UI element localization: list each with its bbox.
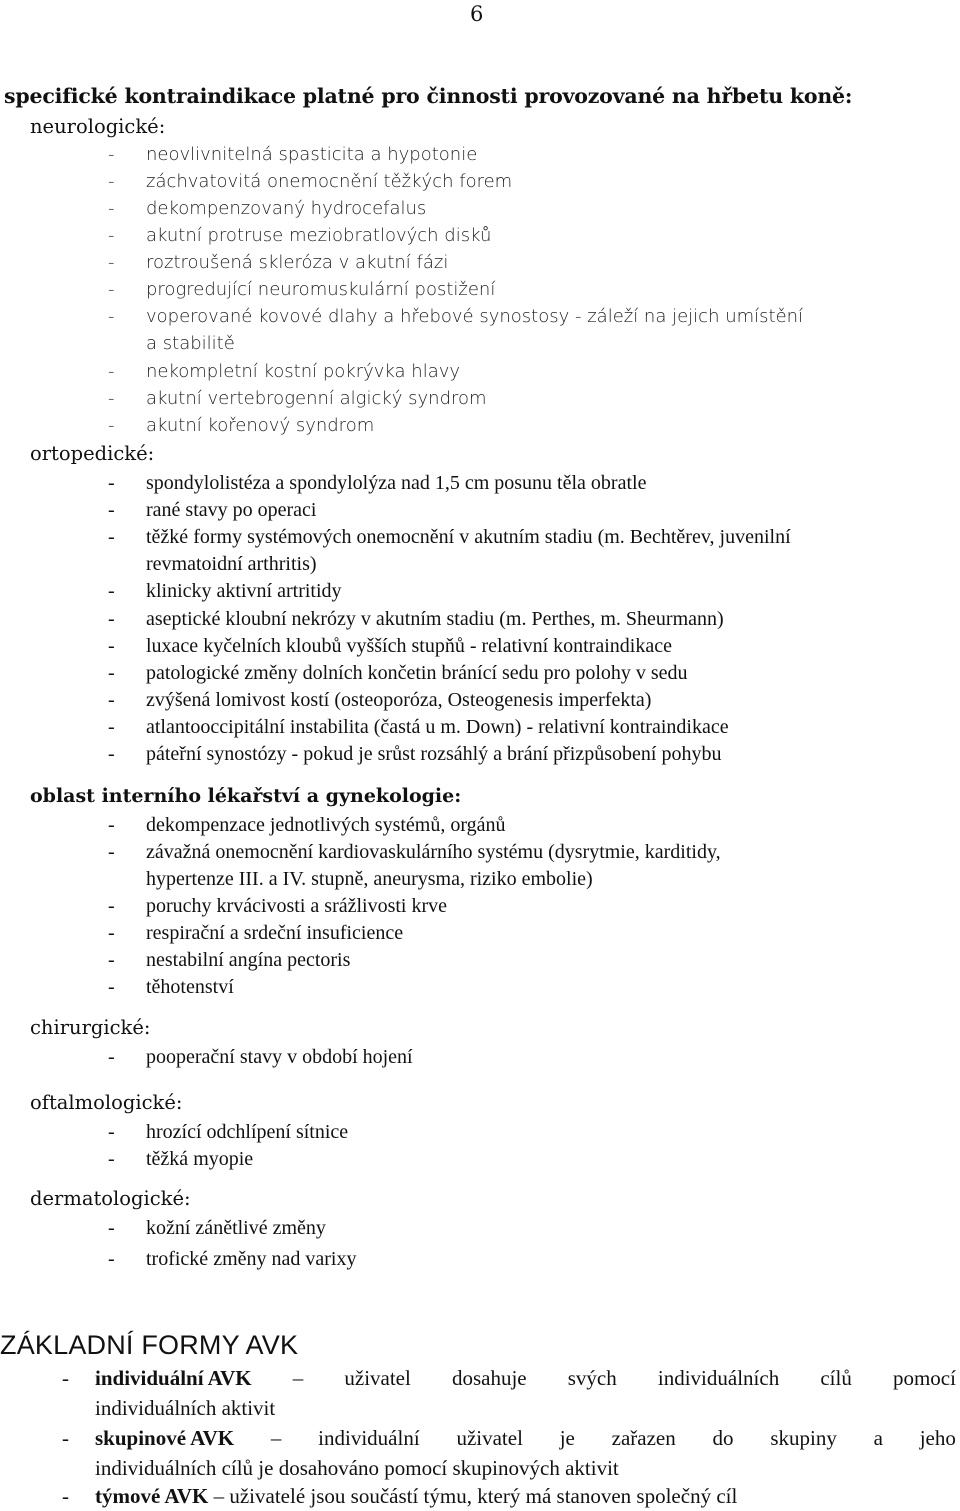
main-heading: specifické kontraindikace platné pro činnosti provozované na hřbetu koně: <box>4 84 853 108</box>
bullet-dash: - <box>108 499 115 521</box>
list-item-text: roztroušená skleróza v akutní fázi <box>146 252 449 273</box>
list-item-text: akutní vertebrogenní algický syndrom <box>146 388 487 409</box>
form-word: cílů <box>820 1366 852 1390</box>
bullet-dash: - <box>62 1484 69 1508</box>
surgical-heading: chirurgické: <box>30 1016 151 1039</box>
bullet-dash: - <box>108 895 115 917</box>
section-heading: ZÁKLADNÍ FORMY AVK <box>0 1330 299 1360</box>
list-item-text: dekompenzace jednotlivých systémů, orgánů <box>146 814 506 836</box>
form-word: individuálních <box>657 1366 780 1390</box>
derma-heading: dermatologické: <box>30 1187 191 1210</box>
bullet-dash: - <box>108 306 115 327</box>
bullet-dash: - <box>108 635 115 657</box>
list-item-text: nestabilní angína pectoris <box>146 949 351 971</box>
bullet-dash: - <box>108 472 115 494</box>
form-line <box>95 1426 956 1451</box>
list-item-text: neovlivnitelná spasticita a hypotonie <box>146 144 478 165</box>
list-item-text: progredující neuromuskulární postižení <box>146 279 496 300</box>
bullet-dash: - <box>108 171 115 192</box>
form-dash: – <box>213 1484 225 1508</box>
form-line-cont: individuálních cílů je dosahováno pomocí skupinových aktivit <box>95 1456 619 1480</box>
bullet-dash: - <box>62 1426 69 1450</box>
form-line <box>95 1484 956 1509</box>
bullet-dash: - <box>108 526 115 548</box>
form-word: uživatel <box>344 1366 411 1390</box>
list-item-continuation: revmatoidní arthritis) <box>146 553 317 575</box>
bullet-dash: - <box>108 689 115 711</box>
form-line-cont: individuálních aktivit <box>95 1396 276 1420</box>
list-item-text: trofické změny nad varixy <box>146 1248 357 1270</box>
form-line <box>95 1366 956 1391</box>
ortho-heading: ortopedické: <box>30 442 155 465</box>
bullet-dash: - <box>108 144 115 165</box>
form-word: svých <box>567 1366 617 1390</box>
list-item-text: luxace kyčelních kloubů vyšších stupňů - relativní kontraindikace <box>146 635 672 657</box>
form-dash: – <box>270 1426 282 1450</box>
bullet-dash: - <box>108 1046 115 1068</box>
list-item-text: poruchy krvácivosti a srážlivosti krve <box>146 895 448 917</box>
list-item-continuation: a stabilitě <box>146 333 235 354</box>
form-word: a <box>873 1426 883 1450</box>
bullet-dash: - <box>108 662 115 684</box>
list-item-continuation: hypertenze III. a IV. stupně, aneurysma, riziko embolie) <box>146 868 593 890</box>
list-item-text: aseptické kloubní nekrózy v akutním stadiu (m. Perthes, m. Sheurmann) <box>146 608 724 630</box>
ophthal-heading: oftalmologické: <box>30 1091 183 1114</box>
bullet-dash: - <box>108 716 115 738</box>
list-item-text: páteřní synostózy - pokud je srůst rozsáhlý a brání přizpůsobení pohybu <box>146 743 722 765</box>
list-item-text: kožní zánětlivé změny <box>146 1217 326 1239</box>
bullet-dash: - <box>108 608 115 630</box>
list-item-text: zvýšená lomivost kostí (osteoporóza, Osteogenesis imperfekta) <box>146 689 652 711</box>
list-item-text: těžké formy systémových onemocnění v akutním stadiu (m. Bechtěrev, juvenilní <box>146 526 791 548</box>
list-item-text: akutní kořenový syndrom <box>146 415 375 436</box>
list-item-text: záchvatovitá onemocnění těžkých forem <box>146 171 513 192</box>
neuro-heading: neurologické: <box>30 115 166 138</box>
bullet-dash: - <box>108 1121 115 1143</box>
list-item-text: klinicky aktivní artritidy <box>146 580 342 602</box>
bullet-dash: - <box>108 841 115 863</box>
list-item-text: atlantooccipitální instabilita (častá u m. Down) - relativní kontraindikace <box>146 716 729 738</box>
list-item-text: dekompenzovaný hydrocefalus <box>146 198 427 219</box>
bullet-dash: - <box>108 1248 115 1270</box>
bullet-dash: - <box>108 1148 115 1170</box>
bullet-dash: - <box>108 949 115 971</box>
form-word: individuální <box>318 1426 420 1450</box>
list-item-text: těžká myopie <box>146 1148 254 1170</box>
internal-heading: oblast interního lékařství a gynekologie: <box>30 785 462 807</box>
page-number: 6 <box>470 2 484 26</box>
list-item-text: voperované kovové dlahy a hřebové synostosy - záleží na jejich umístění <box>146 306 804 327</box>
form-word: do <box>712 1426 734 1450</box>
bullet-dash: - <box>108 225 115 246</box>
form-term: individuální AVK <box>95 1366 252 1390</box>
bullet-dash: - <box>108 922 115 944</box>
form-term: týmové AVK <box>95 1484 209 1508</box>
form-word: pomocí <box>892 1366 956 1390</box>
bullet-dash: - <box>108 252 115 273</box>
list-item-text: závažná onemocnění kardiovaskulárního systému (dysrytmie, karditidy, <box>146 841 721 863</box>
bullet-dash: - <box>108 279 115 300</box>
bullet-dash: - <box>108 743 115 765</box>
form-word: skupiny <box>770 1426 837 1450</box>
list-item-text: rané stavy po operaci <box>146 499 317 521</box>
list-item-text: těhotenství <box>146 976 234 998</box>
form-word: je <box>559 1426 575 1450</box>
list-item-text: pooperační stavy v období hojení <box>146 1046 413 1068</box>
list-item-text: spondylolistéza a spondylolýza nad 1,5 cm posunu těla obratle <box>146 472 647 494</box>
form-item-group <box>0 1426 956 1456</box>
list-item-text: hrozící odchlípení sítnice <box>146 1121 349 1143</box>
bullet-dash: - <box>108 976 115 998</box>
bullet-dash: - <box>108 415 115 436</box>
bullet-dash: - <box>108 814 115 836</box>
form-word: uživatel <box>456 1426 523 1450</box>
form-term: skupinové AVK <box>95 1426 235 1450</box>
form-word: dosahuje <box>451 1366 527 1390</box>
bullet-dash: - <box>62 1366 69 1390</box>
form-word: zařazen <box>611 1426 676 1450</box>
list-item-text: akutní protruse meziobratlových disků <box>146 225 492 246</box>
list-item-text: respirační a srdeční insuficience <box>146 922 404 944</box>
form-rest: uživatelé jsou součástí týmu, který má stanoven společný cíl <box>229 1484 738 1508</box>
bullet-dash: - <box>108 580 115 602</box>
form-dash: – <box>292 1366 304 1390</box>
form-word: jeho <box>919 1426 956 1450</box>
list-item-text: patologické změny dolních končetin bránící sedu pro polohy v sedu <box>146 662 688 684</box>
list-item-text: nekompletní kostní pokrývka hlavy <box>146 361 461 382</box>
bullet-dash: - <box>108 361 115 382</box>
bullet-dash: - <box>108 1217 115 1239</box>
form-item-individual <box>0 1366 956 1396</box>
bullet-dash: - <box>108 198 115 219</box>
bullet-dash: - <box>108 388 115 409</box>
